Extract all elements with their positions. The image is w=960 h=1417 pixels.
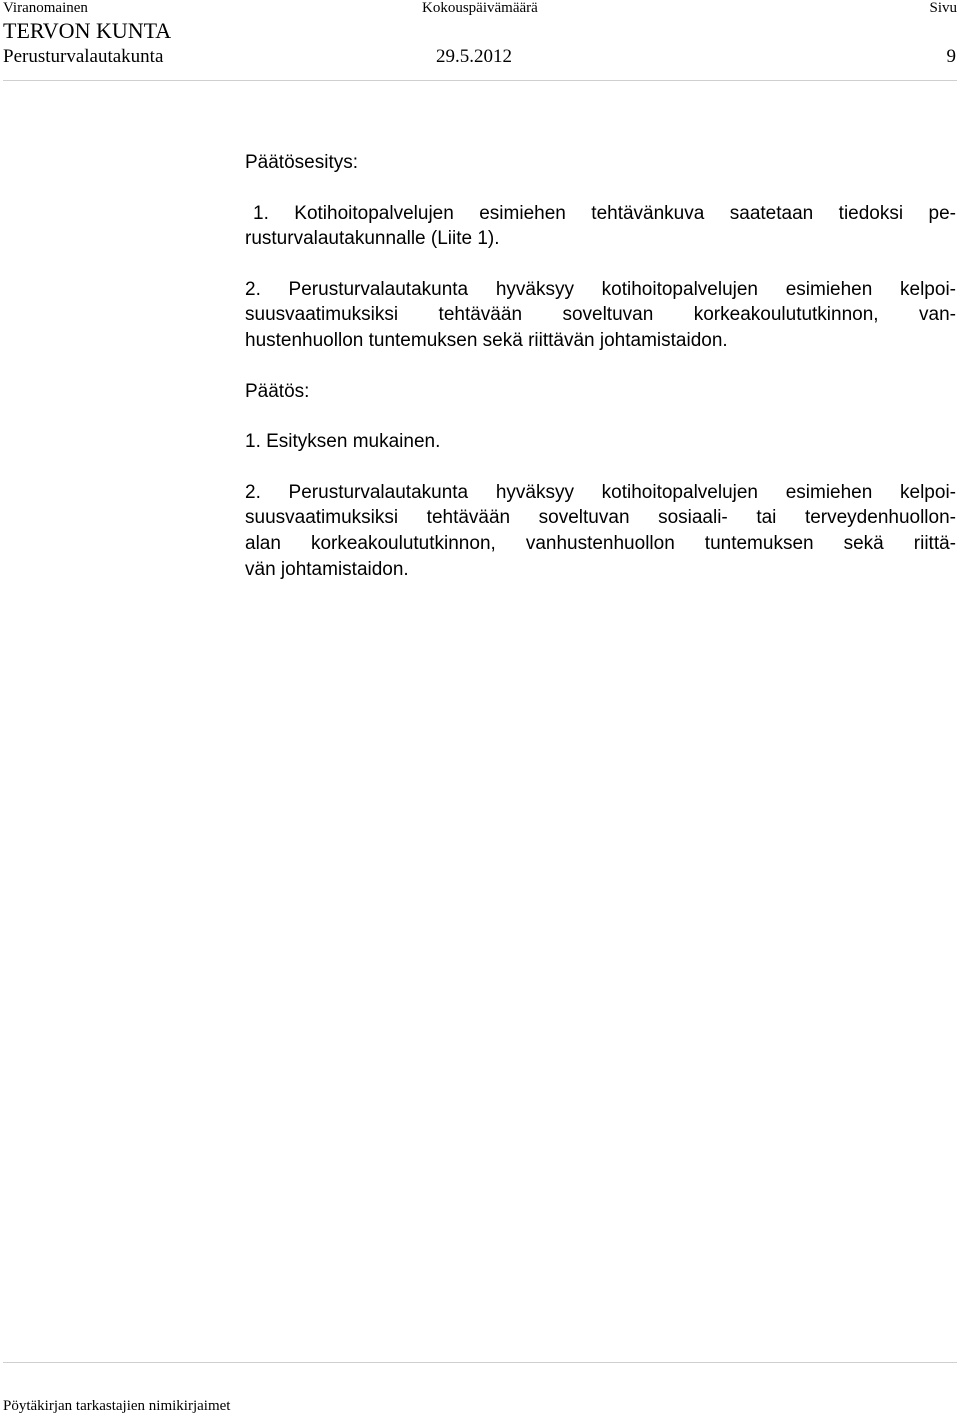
proposal-item-2-line-3: hustenhuollon tuntemuksen sekä riittävän johtamistaidon. (245, 329, 728, 351)
decision-item-2-line-3: alan korkeakoulututkinnon, vanhustenhuollon tuntemuksen sekä riittä- (245, 532, 956, 554)
header-divider (3, 80, 957, 81)
decision-item-2-line-2: suusvaatimuksiksi tehtävään soveltuvan sosiaali- tai terveydenhuollon- (245, 507, 956, 529)
header-label-page: Sivu (929, 0, 957, 16)
footer-signatures-label: Pöytäkirjan tarkastajien nimikirjaimet (3, 1398, 231, 1414)
committee-name: Perusturvalautakunta (3, 46, 164, 67)
document-body (245, 150, 956, 582)
proposal-heading: Päätösesitys: (245, 152, 358, 173)
header-label-authority: Viranomainen (3, 0, 88, 16)
meeting-date: 29.5.2012 (436, 46, 512, 67)
organization-name: TERVON KUNTA (3, 18, 172, 43)
decision-heading: Päätös: (245, 380, 310, 402)
decision-item-2-line-4: vän johtamistaidon. (245, 558, 409, 580)
proposal-item-1 (245, 201, 956, 252)
proposal-item-1-line-1: 1. Kotihoitopalvelujen esimiehen tehtävänkuva saatetaan tiedoksi pe- (253, 202, 956, 224)
header-label-meeting-date: Kokouspäivämäärä (422, 0, 538, 16)
decision-item-1: 1. Esityksen mukainen. (245, 431, 441, 453)
proposal-item-2-line-2: suusvaatimuksiksi tehtävään soveltuvan korkeakoulututkinnon, van- (245, 304, 956, 326)
proposal-item-2 (245, 277, 956, 354)
proposal-item-1-line-2: rusturvalautakunnalle (Liite 1). (245, 228, 500, 250)
footer-divider (3, 1362, 957, 1363)
proposal-item-2-line-1: 2. Perusturvalautakunta hyväksyy kotihoitopalvelujen esimiehen kelpoi- (245, 278, 956, 300)
decision-item-2 (245, 480, 956, 582)
decision-item-2-line-1: 2. Perusturvalautakunta hyväksyy kotihoitopalvelujen esimiehen kelpoi- (245, 481, 956, 503)
page-number: 9 (946, 46, 956, 67)
